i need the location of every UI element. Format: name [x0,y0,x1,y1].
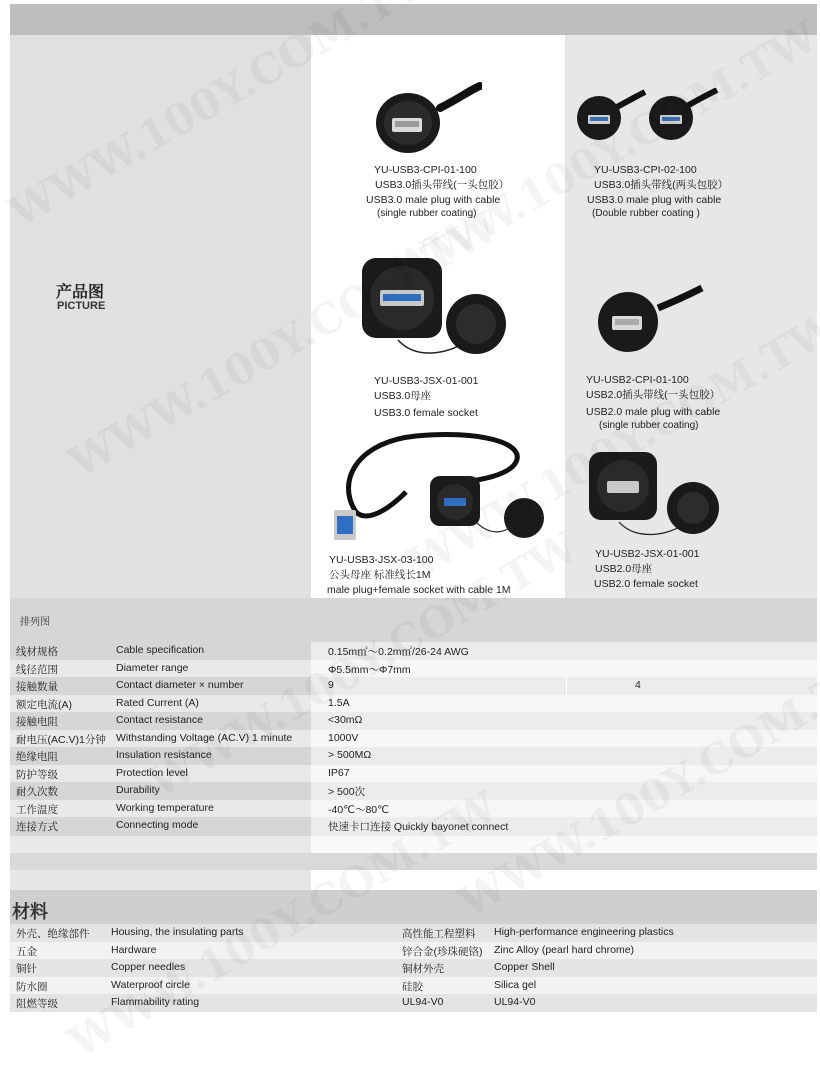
material-row [10,994,817,1012]
material-part-en: Waterproof circle [111,978,190,991]
product-caption-6 [595,547,699,592]
usb3-double-plug-image [575,88,725,148]
product-caption-5 [329,553,511,598]
product-model: YU-USB2-CPI-01-100 [586,374,689,386]
product-name-en: USB3.0 male plug with cable [587,194,722,206]
material-part-zh: 防水圈 [16,980,48,993]
spec-row [10,765,817,783]
product-name-en: USB3.0 female socket [374,407,478,419]
spec-row [10,800,817,818]
usb3-plug-socket-cable-image [326,422,548,560]
product-name-zh: 公头母座 标准线长1M [329,569,431,581]
spec-value: > 500MΩ [328,749,372,761]
product-name-en: USB2.0 male plug with cable [586,406,721,418]
product-name-zh: USB3.0插头带线(一头包胶） [375,179,510,191]
picture-label-column [10,35,311,598]
picture-title-en: PICTURE [57,300,106,312]
material-part-zh: 阻燃等级 [16,998,58,1010]
product-model: YU-USB3-JSX-03-100 [329,554,434,566]
spec-value: 9 [328,679,334,691]
product-caption-1 [366,163,510,219]
spec-row [10,695,817,713]
product-note-en: (Double rubber coating ) [592,208,700,219]
material-name-en: Zinc Alloy (pearl hard chrome) [494,943,635,956]
material-part-en: Copper needles [111,961,186,973]
spec-label-zh: 耐电压(AC.V)1分钟 [16,733,106,746]
usb3-female-socket-image [358,252,514,364]
spec-label-zh: 线材规格 [16,646,58,658]
material-row [10,924,817,942]
product-name-en: USB3.0 male plug with cable [366,194,501,206]
spec-label-en: Durability [116,784,160,796]
product-model: YU-USB3-JSX-01-001 [374,375,479,387]
spec-value: -40℃～80℃ [328,803,389,816]
spec-value: 0.15m㎡～0.2m㎡/26-24 AWG [328,646,469,658]
spec-value: Φ5.5mm～Φ7mm [328,663,411,676]
usb2-female-socket-image [585,448,735,544]
material-row [10,959,817,977]
spec-label-zh: 工作温度 [16,803,58,816]
spec-value-secondary: 4 [635,679,641,691]
spec-label-zh: 额定电流(A) [16,698,72,711]
usb2-plug-cable-image [592,278,706,360]
spec-row [10,730,817,748]
spec-label-en: Connecting mode [116,819,199,831]
spec-value: 快速卡口连接 Quickly bayonet connect [328,821,509,833]
spec-label-zh: 绝缘电阻 [16,751,58,763]
product-model: YU-USB2-JSX-01-001 [595,548,700,560]
product-model: YU-USB3-CPI-02-100 [594,164,697,176]
material-name-en: UL94-V0 [494,996,536,1008]
product-caption-3 [374,374,478,421]
spec-label-en: Working temperature [116,801,214,814]
material-name-zh: 硅胶 [402,980,423,993]
spec-row [10,677,817,695]
material-name-zh: 高性能工程塑料 [402,928,476,940]
material-name-en: Copper Shell [494,961,555,973]
spec-label-en: Withstanding Voltage (AC.V) 1 minute [116,731,293,744]
material-name-zh: UL94-V0 [402,996,444,1008]
spec-label-zh: 防护等级 [16,768,58,781]
spec-label-en: Diameter range [116,661,189,674]
material-name-zh: 锌合金(珍珠硬铬) [402,945,483,958]
materials-title: 材料 [12,902,48,922]
material-name-zh: 铜材外壳 [402,963,444,975]
product-caption-2 [587,163,729,219]
spec-value: <30mΩ [328,714,363,726]
spec-label-en: Rated Current (A) [116,696,199,709]
material-row [10,942,817,960]
product-note-en: (single rubber coating) [377,208,477,219]
spec-row [10,660,817,678]
spec-row [10,817,817,836]
material-name-en: Silica gel [494,978,537,991]
spec-label-en: Protection level [116,766,188,779]
product-note-en: (single rubber coating) [599,420,699,431]
spec-label-zh: 耐久次数 [16,786,58,798]
spec-label-en: Insulation resistance [116,749,212,761]
product-name-zh: USB3.0插头带线(两头包胶） [594,179,729,191]
product-name-en: USB2.0 female socket [594,578,698,590]
spec-label-zh: 连接方式 [16,821,58,833]
spec-value: > 500次 [328,786,366,798]
header-bar [10,4,817,35]
spec-label-en: Cable specification [116,644,205,656]
spec-label-en: Contact resistance [116,714,203,726]
usb3-plug-cable-image [370,78,482,160]
spec-row [10,642,817,660]
spec-row [10,747,817,765]
spec-label-zh: 线径范围 [16,663,58,676]
product-name-en: male plug+female socket with cable 1M [327,584,511,596]
spec-value: 1.5A [328,696,350,709]
material-part-zh: 五金 [16,945,37,958]
arrangement-band [10,598,817,642]
blank-row [10,836,817,853]
spec-label-zh: 接触数量 [16,681,58,693]
blank-row [10,853,817,870]
spec-row [10,782,817,800]
spec-row [10,712,817,730]
material-row [10,977,817,995]
material-part-en: Hardware [111,943,157,956]
product-caption-4 [586,373,720,431]
product-name-zh: USB2.0插头带线(一头包胶） [586,389,721,401]
material-name-en: High-performance engineering plastics [494,926,674,938]
material-part-en: Housing, the insulating parts [111,926,244,938]
material-part-zh: 外壳、绝缘部件 [16,928,90,940]
arrangement-label: 排列图 [20,617,50,628]
material-part-en: Flammability rating [111,996,200,1008]
product-name-zh: USB3.0母座 [374,390,432,402]
material-part-zh: 铜针 [16,963,37,975]
product-name-zh: USB2.0母座 [595,563,653,575]
picture-title-zh: 产品图 [56,284,105,301]
spec-value: IP67 [328,766,350,779]
materials-header-bar [10,890,817,924]
blank-row [10,870,817,890]
spec-label-zh: 接触电阻 [16,716,58,728]
product-model: YU-USB3-CPI-01-100 [374,164,477,176]
spec-value: 1000V [328,731,359,744]
spec-label-en: Contact diameter × number [116,679,244,691]
